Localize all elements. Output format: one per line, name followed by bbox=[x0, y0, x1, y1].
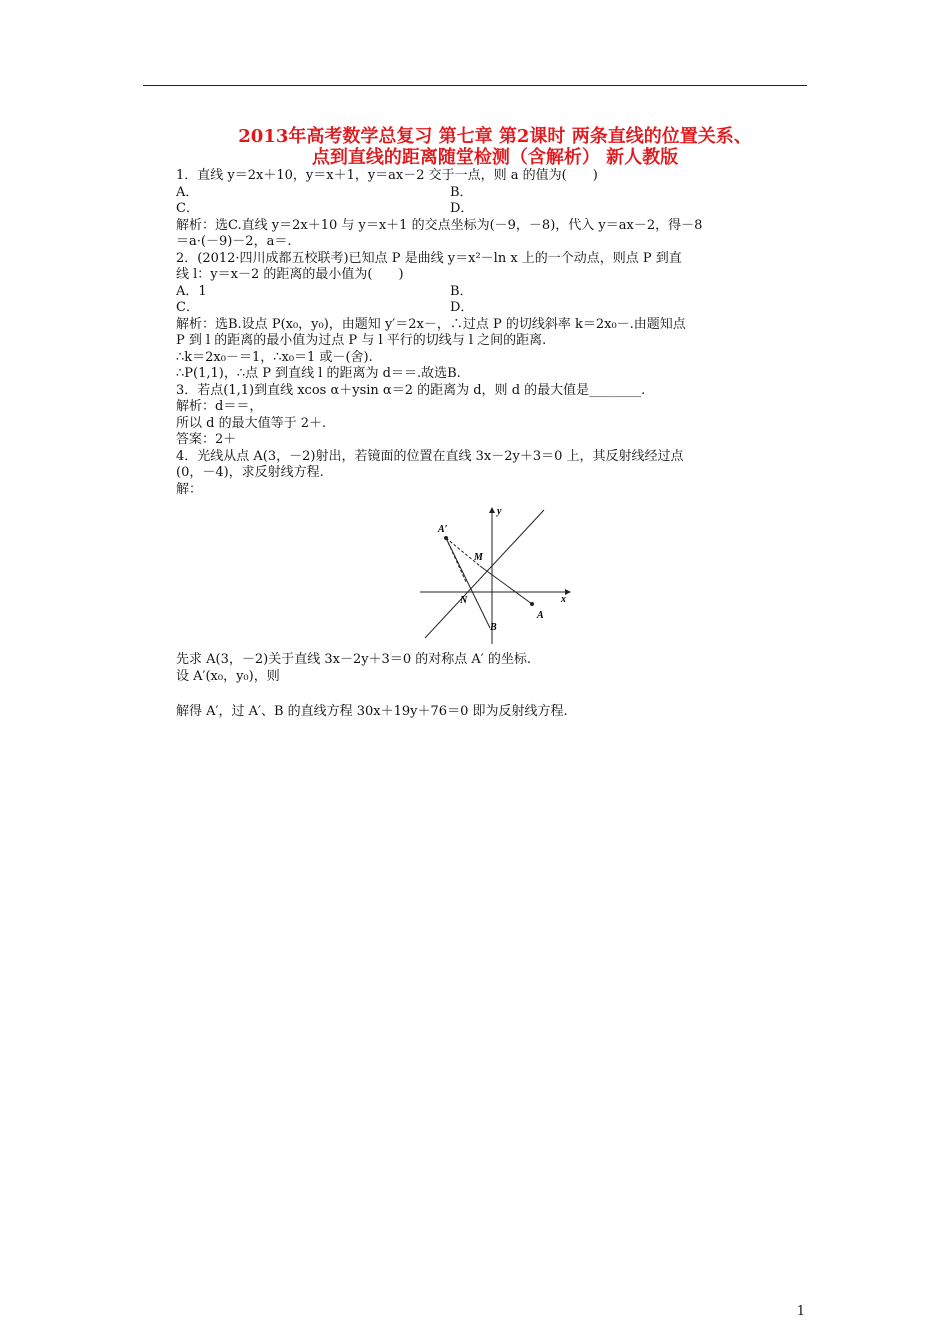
label-a-prime: A′ bbox=[438, 524, 448, 535]
label-n: N bbox=[460, 595, 468, 606]
label-m: M bbox=[474, 552, 483, 563]
point-a bbox=[530, 602, 534, 606]
q2-options-row-1 bbox=[176, 284, 816, 301]
point-a-prime bbox=[444, 536, 448, 540]
q4-stem-line-1: 4．光线从点 A(3，－2)射出，若镜面的位置在直线 3x－2y＋3＝0 上，其反射线经过点 bbox=[176, 448, 684, 464]
q1-option-a: A． bbox=[176, 184, 199, 200]
q1-solution-line-1: 解析：选C.直线 y＝2x＋10 与 y＝x＋1 的交点坐标为(－9，－8)，代入 y＝ax－2，得－8 bbox=[176, 217, 703, 233]
label-y-axis: y bbox=[497, 506, 502, 517]
header-rule bbox=[143, 85, 807, 86]
q1-stem: 1．直线 y＝2x＋10，y＝x＋1，y＝ax－2 交于一点，则 a 的值为( ) bbox=[176, 168, 598, 183]
page-number: 1 bbox=[796, 1304, 805, 1319]
q2-option-a: A．1 bbox=[176, 283, 207, 299]
q1-option-d: D． bbox=[450, 201, 474, 216]
q1-option-c: C． bbox=[176, 201, 199, 216]
q4-stem-line-2: (0，－4)，求反射线方程. bbox=[176, 465, 324, 480]
q2-solution-line-4: ∴P(1,1)，∴点 P 到直线 l 的距离为 d＝＝.故选B. bbox=[176, 366, 461, 381]
q2-option-d: D． bbox=[450, 300, 474, 315]
reflection-diagram bbox=[420, 502, 580, 652]
document-body bbox=[176, 168, 816, 721]
q4-solution-label: 解： bbox=[176, 481, 203, 497]
q2-stem-line-2: 线 l：y＝x－2 的距离的最小值为( ) bbox=[176, 267, 404, 282]
q4-solution-line-1: 先求 A(3，－2)关于直线 3x－2y＋3＝0 的对称点 A′ 的坐标. bbox=[176, 652, 531, 667]
q2-solution-line-1: 解析：选B.设点 P(x₀，y₀)，由题知 y′＝2x－，∴过点 P 的切线斜率 k＝2x₀－.由题知点 bbox=[176, 316, 686, 332]
q2-solution-line-3: ∴k＝2x₀－＝1，∴x₀＝1 或－(舍). bbox=[176, 349, 373, 365]
q2-stem-line-1: 2．(2012·四川成都五校联考)已知点 P 是曲线 y＝x²－ln x 上的一个动点，则点 P 到直 bbox=[176, 250, 682, 266]
q3-answer: 答案：2＋ bbox=[176, 432, 237, 447]
q2-solution-line-2: P 到 l 的距离的最小值为过点 P 与 l 平行的切线与 l 之间的距离. bbox=[176, 333, 547, 348]
q3-solution-line-2: 所以 d 的最大值等于 2＋. bbox=[176, 415, 327, 431]
q4-solution-line-3: 解得 A′，过 A′、B 的直线方程 30x＋19y＋76＝0 即为反射线方程. bbox=[176, 704, 568, 719]
q1-option-b: B． bbox=[450, 184, 473, 200]
q3-solution-line-1: 解析：d＝＝， bbox=[176, 399, 263, 414]
q1-options-row-2 bbox=[176, 201, 816, 218]
label-b: B bbox=[490, 622, 497, 633]
q4-solution-line-2: 设 A′(x₀，y₀)，则 bbox=[176, 668, 280, 684]
q2-options-row-2 bbox=[176, 300, 816, 317]
label-x-axis: x bbox=[561, 594, 566, 605]
incident-ray bbox=[480, 566, 532, 604]
q3-stem: 3．若点(1,1)到直线 xcos α＋ysin α＝2 的距离为 d，则 d 的最大值是________. bbox=[176, 382, 646, 398]
document-title-line-1: 2013年高考数学总复习 第七章 第2课时 两条直线的位置关系、 bbox=[238, 126, 752, 147]
q1-options-row-1 bbox=[176, 185, 816, 202]
q2-option-c: C． bbox=[176, 300, 199, 315]
dashed-segment-an bbox=[446, 538, 466, 582]
equation-gap bbox=[176, 685, 816, 704]
q2-option-b: B． bbox=[450, 283, 473, 299]
q1-solution-line-2: ＝a·(－9)－2，a＝. bbox=[176, 234, 292, 249]
document-title-line-2: 点到直线的距离随堂检测（含解析） 新人教版 bbox=[311, 147, 679, 168]
label-a: A bbox=[537, 610, 544, 621]
reflection-figure bbox=[176, 502, 816, 652]
